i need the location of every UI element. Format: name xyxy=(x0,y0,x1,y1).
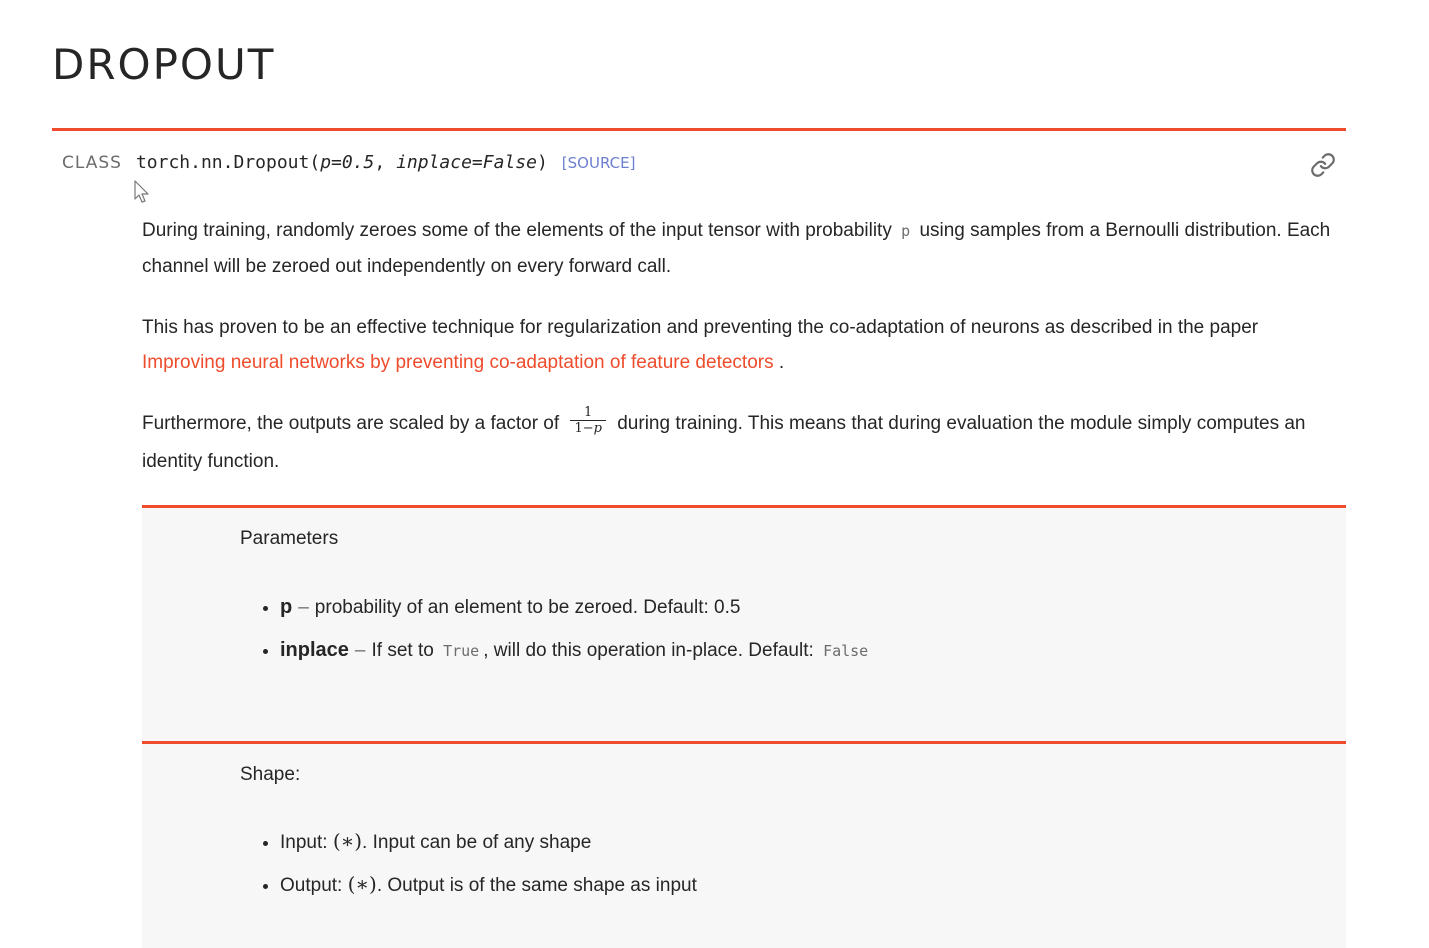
description-paragraph-2 xyxy=(142,310,1342,380)
fraction-numerator: 1 xyxy=(570,405,606,421)
shape-math: (∗) xyxy=(332,829,363,853)
description-text: during training. This means that during evaluation the module simply computes an identity function. xyxy=(142,413,1306,472)
parameter-description: If set to xyxy=(371,640,434,661)
class-label: CLASS xyxy=(62,153,122,173)
shape-panel xyxy=(142,744,1346,948)
parameter-dash: – xyxy=(354,640,366,661)
link-icon[interactable] xyxy=(1310,152,1336,178)
shape-math: (∗) xyxy=(347,872,377,896)
class-signature xyxy=(62,152,1342,182)
parameter-item-inplace xyxy=(280,637,872,680)
shape-list xyxy=(240,828,697,914)
inline-code-p: p xyxy=(901,222,911,240)
page-title: DROPOUT xyxy=(52,40,276,89)
shape-heading: Shape: xyxy=(240,764,301,785)
description-paragraph-1 xyxy=(142,213,1342,284)
title-divider xyxy=(52,128,1346,131)
description-text: Furthermore, the outputs are scaled by a factor of xyxy=(142,413,560,434)
description-paragraph-3 xyxy=(142,405,1342,481)
signature-close: ) xyxy=(536,152,548,173)
parameters-list xyxy=(240,594,872,680)
parameter-name: inplace xyxy=(280,639,349,661)
description-text: . xyxy=(778,352,785,373)
signature-separator: , xyxy=(374,152,397,173)
shape-item-input xyxy=(280,828,697,871)
parameters-heading: Parameters xyxy=(240,528,339,549)
description-text: During training, randomly zeroes some of the elements of the input tensor with probability xyxy=(142,220,892,241)
mouse-cursor-icon xyxy=(134,180,150,204)
shape-label: Input: xyxy=(280,832,328,853)
description-text: This has proven to be an effective technique for regularization and preventing the co-adaptation of neurons as described in the paper xyxy=(142,317,1259,338)
parameters-panel xyxy=(142,508,1346,741)
signature-arg-p: p=0.5 xyxy=(320,152,375,173)
parameter-item-p xyxy=(280,594,872,637)
inline-code-false: False xyxy=(823,642,869,660)
fraction-denominator: 1−p xyxy=(574,421,602,437)
inline-code-true: True xyxy=(443,642,480,660)
paper-link[interactable]: Improving neural networks by preventing co-adaptation of feature detectors xyxy=(142,352,774,373)
signature-arg-inplace: inplace=False xyxy=(396,152,537,173)
parameter-name: p xyxy=(280,596,293,618)
parameter-dash: – xyxy=(298,597,309,618)
shape-description: . Output is of the same shape as input xyxy=(376,875,697,896)
parameter-description: probability of an element to be zeroed. Default: 0.5 xyxy=(314,597,741,618)
scale-fraction xyxy=(570,405,606,436)
signature-name: torch.nn.Dropout( xyxy=(135,152,321,173)
shape-item-output xyxy=(280,871,697,914)
source-link[interactable]: [SOURCE] xyxy=(561,154,636,172)
shape-label: Output: xyxy=(280,875,343,896)
description-text: using samples from a Bernoulli distribution. Each channel will be zeroed out independently on every forward call. xyxy=(142,220,1331,277)
parameter-description: , will do this operation in-place. Default: xyxy=(483,640,814,661)
shape-description: . Input can be of any shape xyxy=(362,832,592,853)
